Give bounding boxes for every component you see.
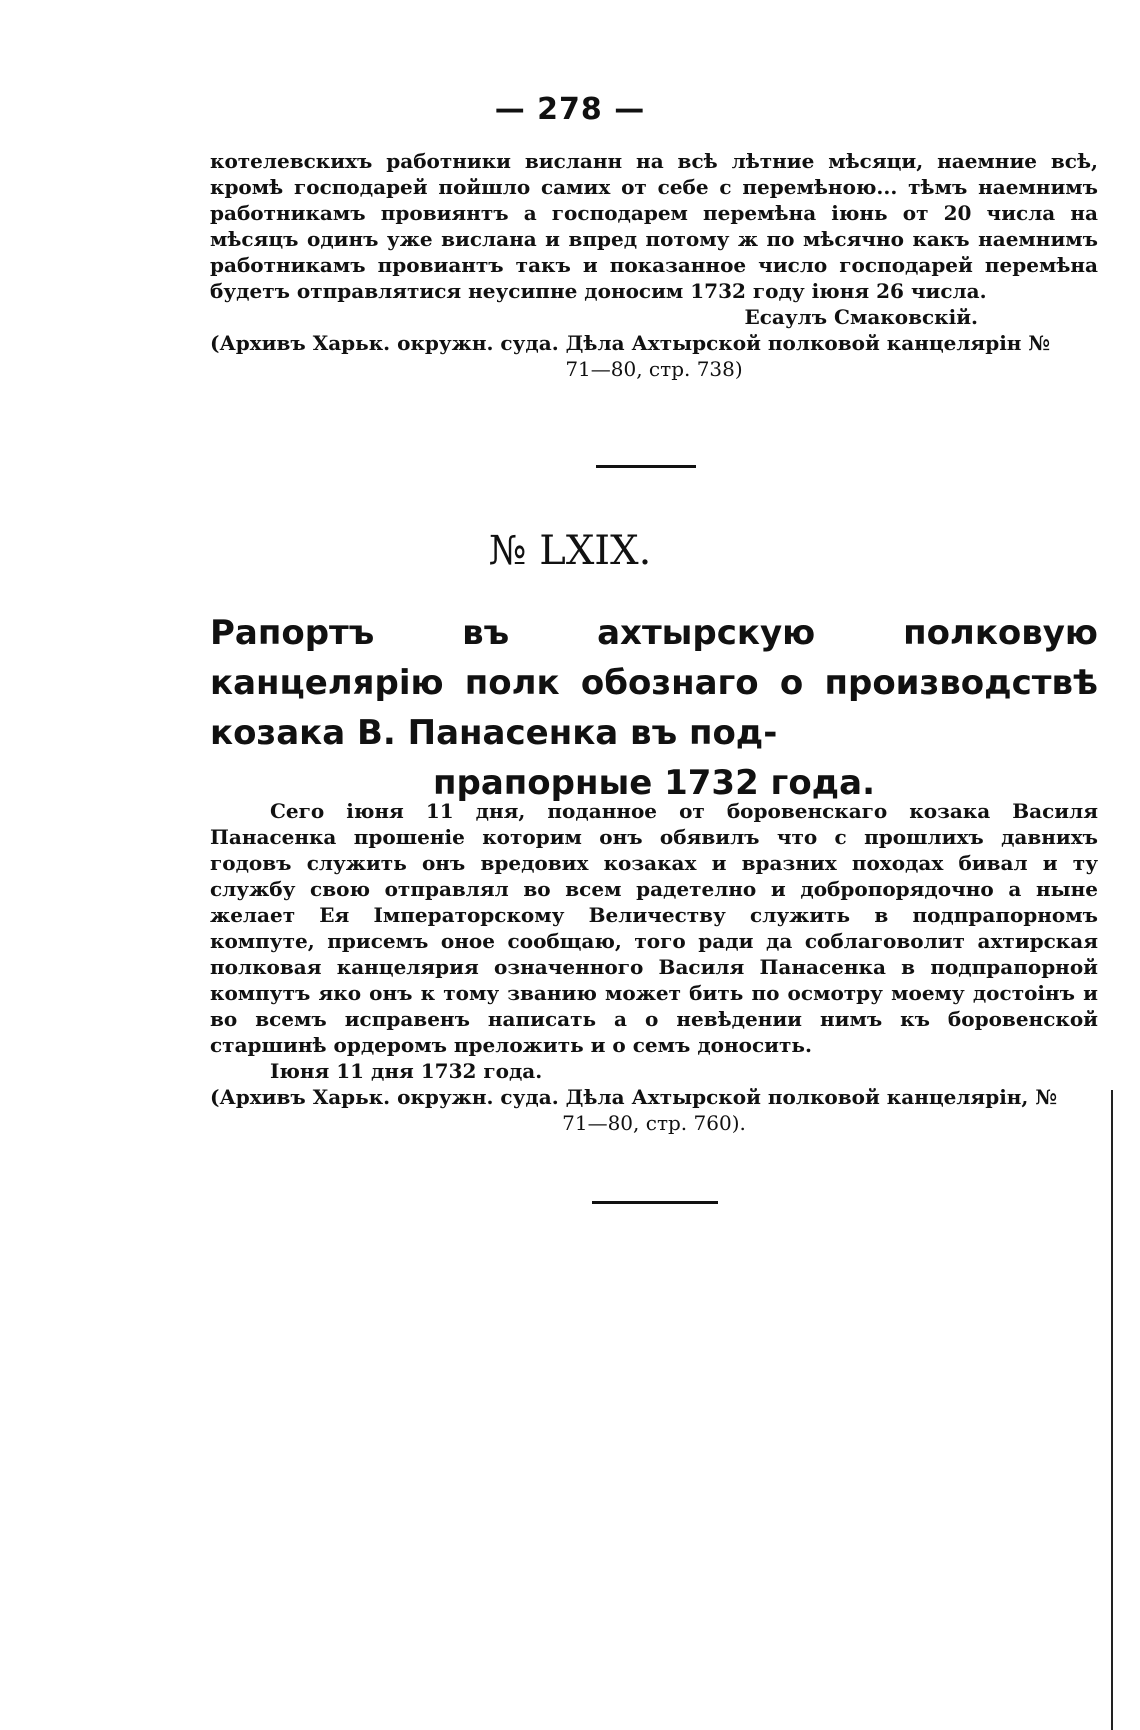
page-number: — 278 — — [494, 92, 646, 127]
body-date: Іюня 11 дня 1732 года. — [270, 1059, 543, 1083]
top-paragraph: котелевскихъ работники висланн на всѣ лѣтние мѣсяци, наемние всѣ, кромѣ господарей пойшло самих от себе с перемѣною... тѣмъ наемнимъ работникамъ провиянтъ а господарем перемѣна іюнь от 20 числа на мѣсяцъ одинъ уже вислана и впред потому ж по мѣсячно какъ наемнимъ работникамъ провиантъ такъ и показанное число господарей перемѣна будетъ отправлятися неусипне доносим 1732 году іюня 26 числа. — [210, 149, 1098, 303]
document-title-line1: Рапортъ въ ахтырскую полковую канцелярію полк обознаго о производствѣ козака В. Панасенка въ под- — [210, 613, 1098, 753]
body-archive-citation: (Архивъ Харьк. окружн. суда. Дѣла Ахтырской полковой канцелярін, № — [210, 1085, 1058, 1109]
section-divider-top — [596, 465, 696, 468]
scan-edge-line — [1111, 1090, 1113, 1730]
body-section — [210, 798, 1098, 1136]
body-archive-pages: 71—80, стр. 760). — [562, 1111, 746, 1135]
document-title-line2: прапорные 1732 года. — [433, 763, 875, 803]
document-title — [210, 608, 1098, 808]
top-archive-pages: 71—80, стр. 738) — [565, 357, 743, 381]
document-number: № LXIX. — [488, 528, 652, 574]
signature: Есаулъ Смаковскій. — [744, 305, 978, 329]
top-section — [210, 148, 1098, 382]
top-archive-citation: (Архивъ Харьк. окружн. суда. Дѣла Ахтырской полковой канцелярін № — [210, 331, 1051, 355]
body-paragraph: Сего іюня 11 дня, поданное от боровенскаго козака Василя Панасенка прошеніе которим онъ обявилъ что с прошлихъ давнихъ годовъ служить онъ вредових козаках и вразних походах бивал и ту службу свою отправлял во всем радетелно и добропорядочно а ныне желает Ея Імператорскому Величеству служить в подпрапорномъ компуте, присемъ оное сообщаю, того ради да соблаговолит ахтирская полковая канцелярия означенного Василя Панасенка в подпрапорной компутъ яко онъ к тому званию может бить по осмотру моему достоінъ и во всемъ исправенъ написать а о невѣдении нимъ къ боровенской старшинѣ ордеромъ преложить и о семъ доносить. — [210, 799, 1098, 1057]
section-divider-bottom — [592, 1201, 718, 1204]
